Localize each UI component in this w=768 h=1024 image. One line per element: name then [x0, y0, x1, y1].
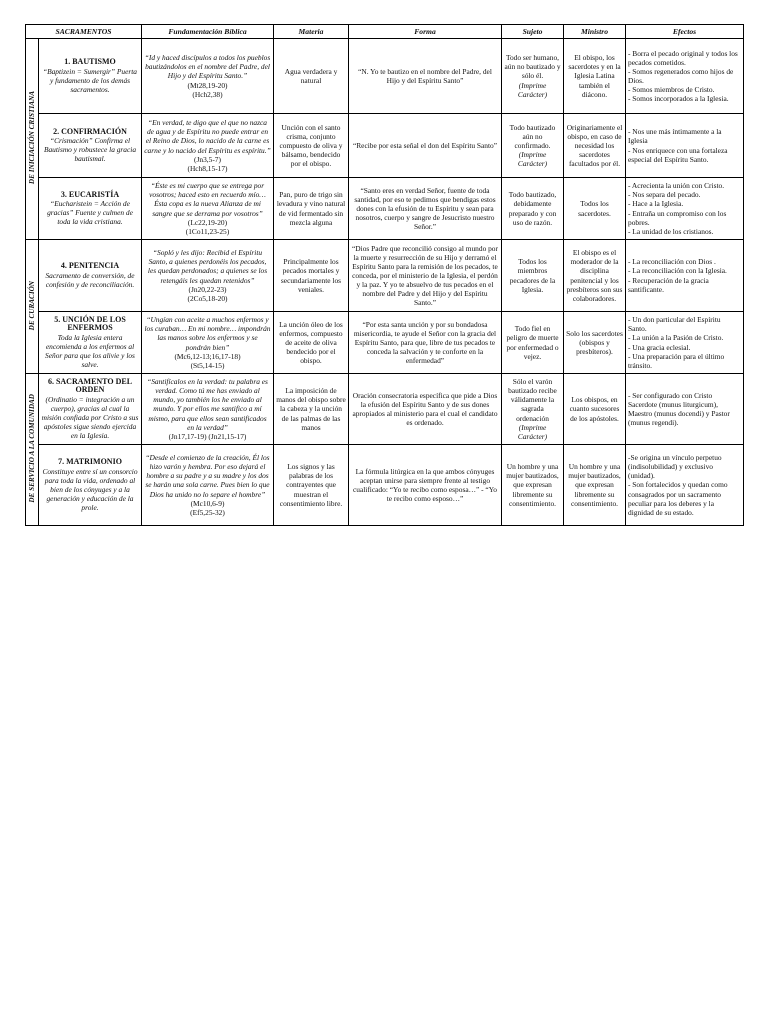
efectos-cell	[626, 240, 744, 312]
sujeto-cell	[502, 312, 564, 374]
efecto-item: - Ser configurado con Cristo Sacerdote (munus liturgicum), Maestro (munus docendi) y Pastor (munus regendi).	[628, 390, 730, 428]
sujeto-note: (Imprime Carácter)	[517, 150, 548, 169]
sujeto-text: Todo bautizado aún no confirmado.	[509, 122, 556, 150]
sacrament-subtitle: (Ordinatio = integración a un cuerpo), gracias al cual la misión confiada por Cristo a sus apóstoles sigue siendo ejercida en la Iglesia.	[41, 395, 139, 441]
efectos-cell	[626, 445, 744, 526]
biblical-reference: (Lc22,19-20)	[187, 217, 228, 227]
biblical-quote: “Id y haced discípulos a todos los pueblos bautizándolos en el nombre del Padre, del Hijo y del Espíritu Santo.”	[144, 53, 271, 81]
materia-cell: La imposición de manos del obispo sobre la cabeza y la unción de las palmas de las manos	[274, 374, 349, 445]
sujeto-note: (Imprime Carácter)	[517, 422, 548, 441]
efecto-item: - Nos separa del pecado.	[628, 190, 701, 200]
efecto-item: -Se origina un vínculo perpetuo (indisolubilidad) y exclusivo (unidad).	[628, 453, 722, 481]
biblical-cell	[142, 374, 274, 445]
biblical-reference: (1Co11,23-25)	[185, 226, 230, 236]
ministro-cell: Originariamente el obispo, en caso de necesidad los sacerdotes facultados por él.	[564, 114, 626, 178]
sacrament-cell	[39, 114, 142, 178]
efectos-cell	[626, 374, 744, 445]
biblical-reference: (Jn20,22-23)	[188, 284, 227, 294]
biblical-reference: (Mc10,6-9)	[190, 498, 225, 508]
table-row	[26, 114, 744, 178]
ministro-cell: El obispo es el moderador de la disciplina penitencial y los presbíteros son sus colaboradores.	[564, 240, 626, 312]
forma-cell: “Recibe por esta señal el don del Espíritu Santo”	[349, 114, 502, 178]
group-label: DE INICIACIÓN CRISTIANA	[28, 91, 36, 185]
efecto-item: - La unidad de los cristianos.	[628, 226, 714, 236]
efecto-item: - Nos une más íntimamente a la Iglesia	[628, 127, 722, 146]
sujeto-note: (Imprime Carácter)	[517, 80, 548, 99]
sacrament-title: 7. MATRIMONIO	[58, 457, 122, 467]
biblical-cell	[142, 312, 274, 374]
ministro-cell: Un hombre y una mujer bautizados, que expresan libremente su consentimiento.	[564, 445, 626, 526]
efectos-cell	[626, 39, 744, 114]
biblical-cell	[142, 114, 274, 178]
header-cell: Fundamentación Bíblica	[142, 25, 274, 39]
forma-cell: “Dios Padre que reconcilió consigo al mundo por la muerte y resurrección de su Hijo y derramó el Espíritu Santo para la remisión de los pecados, te conceda, por el ministerio de la Iglesia, el perdón y la paz. Y yo te absuelvo de tus pecados en el nombre del Padre y del Hijo y del Espíritu Santo.”	[349, 240, 502, 312]
sacrament-subtitle: Toda la Iglesia entera encomienda a los enfermos al Señor para que los alivie y los salve.	[45, 333, 135, 370]
header-cell: Sujeto	[502, 25, 564, 39]
sujeto-cell	[502, 39, 564, 114]
materia-cell: Unción con el santo crisma, conjunto compuesto de oliva y bálsamo, bendecido por el obispo.	[274, 114, 349, 178]
biblical-quote: “En verdad, te digo que el que no nazca de agua y de Espíritu no puede entrar en el Reino de Dios, lo nacido de la carne es carne y lo nacido del Espíritu es espíritu.”	[144, 118, 271, 155]
sujeto-text: Todos los miembros pecadores de la Iglesia.	[509, 257, 556, 294]
header-cell: SACRAMENTOS	[26, 25, 142, 39]
efecto-item: - Son fortalecidos y quedan como consagrados por un sacramento peculiar para los deberes y la dignidad de su estado.	[628, 480, 728, 517]
biblical-reference: (Mc6,12-13;16,17-18)	[174, 351, 241, 361]
sacrament-cell	[39, 445, 142, 526]
efecto-item: - La unión a la Pasión de Cristo.	[628, 333, 724, 343]
group-cell	[26, 374, 39, 526]
biblical-cell	[142, 240, 274, 312]
efecto-item: - Entraña un compromiso con los pobres.	[628, 208, 727, 227]
sacrament-cell	[39, 39, 142, 114]
sacrament-title: 6. SACRAMENTO DEL ORDEN	[47, 376, 133, 395]
group-label: DE CURACIÓN	[28, 280, 36, 331]
sacrament-subtitle: Sacramento de conversión, de confesión y de reconciliación.	[45, 270, 135, 289]
biblical-quote: “Desde el comienzo de la creación, Él los hizo varón y hembra. Por eso dejará el hombre a su padre y a su madre y los dos se harán una sola carne. Pues bien lo que Dios ha unido no lo separe el hombre”	[145, 453, 270, 499]
biblical-reference: (Jn3,5-7)	[194, 154, 221, 164]
sujeto-text: Todo fiel en peligro de muerte por enfermedad o vejez.	[506, 324, 559, 361]
efecto-item: - La reconciliación con Dios .	[628, 257, 716, 267]
ministro-cell: Los obispos, en cuanto sucesores de los apóstoles.	[564, 374, 626, 445]
materia-cell: Los signos y las palabras de los contrayentes que muestran el consentimiento libre.	[274, 445, 349, 526]
ministro-cell: El obispo, los sacerdotes y en la Iglesia Latina también el diácono.	[564, 39, 626, 114]
biblical-reference: (Ef5,25-32)	[190, 507, 225, 517]
header-cell: Ministro	[564, 25, 626, 39]
sacrament-subtitle: Constituye entre sí un consorcio para toda la vida, ordenado al bien de los cónyuges y a la generación y educación de la prole.	[42, 466, 138, 512]
header-cell: Efectos	[626, 25, 744, 39]
forma-cell: “Por esta santa unción y por su bondadosa misericordia, te ayude el Señor con la gracia del Espíritu Santo, para que, libre de tus pecados te conceda la salvación y te conforte en la enfermedad”	[349, 312, 502, 374]
efecto-item: - Un don particular del Espíritu Santo.	[628, 315, 721, 334]
materia-cell: Principalmente los pecados mortales y secundariamente los veniales.	[274, 240, 349, 312]
sujeto-cell	[502, 374, 564, 445]
sacrament-title: 4. PENITENCIA	[60, 261, 120, 271]
header-cell: Forma	[349, 25, 502, 39]
sacraments-table	[25, 24, 744, 526]
efecto-item: - Una preparación para el último tránsito.	[628, 351, 725, 370]
sacrament-subtitle: “Baptizein = Sumergir” Puerta y fundamento de los demás sacramentos.	[42, 66, 138, 94]
sujeto-cell	[502, 240, 564, 312]
efectos-cell	[626, 114, 744, 178]
table-row	[26, 445, 744, 526]
efecto-item: - Recuperación de la gracia santificante.	[628, 275, 709, 294]
sujeto-text: Un hombre y una mujer bautizados, que expresan libremente su consentimiento.	[506, 462, 559, 508]
biblical-quote: “Éste es mi cuerpo que se entrega por vosotros; haced esto en recuerdo mío… Ésta copa es la nueva Alianza de mi sangre que se derrama por vosotros”	[149, 181, 266, 218]
sacrament-subtitle: “Eucharistein = Acción de gracias” Fuente y culmen de toda la vida cristiana.	[47, 199, 133, 227]
biblical-cell	[142, 178, 274, 240]
efecto-item: - Acrecienta la unión con Cristo.	[628, 181, 725, 191]
sacrament-cell	[39, 312, 142, 374]
sacrament-title: 1. BAUTISMO	[64, 57, 116, 67]
group-cell	[26, 240, 39, 374]
biblical-reference: (2Co5,18-20)	[187, 293, 228, 303]
sujeto-cell	[502, 178, 564, 240]
efecto-item: - Somos regenerados como hijos de Dios.	[628, 66, 734, 85]
biblical-reference: (Hch8,15-17)	[187, 163, 228, 173]
sujeto-cell	[502, 445, 564, 526]
efecto-item: - Nos enriquece con una fortaleza especial del Espíritu Santo.	[628, 145, 728, 164]
sacrament-cell	[39, 240, 142, 312]
sujeto-text: Todo bautizado, debidamente preparado y con uso de razón.	[508, 190, 557, 227]
ministro-cell: Todos los sacerdotes.	[564, 178, 626, 240]
efectos-cell	[626, 178, 744, 240]
biblical-quote: “Ungían con aceite a muchos enfermos y los curaban… En mi nombre… impondrán las manos sobre los enfermos y se pondrán bien”	[144, 315, 271, 352]
sujeto-cell	[502, 114, 564, 178]
biblical-cell	[142, 39, 274, 114]
sacrament-title: 5. UNCIÓN DE LOS ENFERMOS	[54, 314, 126, 333]
ministro-cell: Solo los sacerdotes (obispos y presbíteros).	[564, 312, 626, 374]
biblical-reference: (Jn17,17-19) (Jn21,15-17)	[168, 431, 247, 441]
sacrament-subtitle: “Crismación” Confirma el Bautismo y robustece la gracia bautismal.	[43, 136, 137, 164]
sacrament-cell	[39, 374, 142, 445]
efecto-item: - Una gracia eclesial.	[628, 342, 691, 352]
sujeto-text: Sólo el varón bautizado recibe válidamente la sagrada ordenación	[508, 377, 557, 423]
biblical-reference: (St5,14-15)	[190, 360, 225, 370]
materia-cell: Pan, puro de trigo sin levadura y vino natural de vid fermentado sin mezcla alguna	[274, 178, 349, 240]
efectos-cell	[626, 312, 744, 374]
efecto-item: - Somos miembros de Cristo.	[628, 85, 715, 95]
efecto-item: - Somos incorporados a la Iglesia.	[628, 94, 729, 104]
efecto-item: - Borra el pecado original y todos los pecados cometidos.	[628, 48, 738, 67]
biblical-reference: (Hch2,38)	[192, 89, 223, 99]
forma-cell: “N. Yo te bautizo en el nombre del Padre, del Hijo y del Espíritu Santo”	[349, 39, 502, 114]
efecto-item: - La reconciliación con la Iglesia.	[628, 266, 727, 276]
sacrament-cell	[39, 178, 142, 240]
header-cell: Materia	[274, 25, 349, 39]
group-cell	[26, 39, 39, 240]
biblical-quote: “Santifícalos en la verdad: tu palabra es verdad. Como tú me has enviado al mundo, yo también los he enviado al mundo. Y por ellos me santifico a mí mismo, para que ellos sean santificados en la verdad”	[147, 377, 268, 432]
table-row	[26, 312, 744, 374]
efecto-item: - Hace a la Iglesia.	[628, 199, 684, 209]
biblical-reference: (Mt28,19-20)	[187, 80, 228, 90]
materia-cell: La unción óleo de los enfermos, compuesto de aceite de oliva bendecido por el obispo.	[274, 312, 349, 374]
table-row	[26, 240, 744, 312]
biblical-quote: “Sopló y les dijo: Recibid el Espíritu Santo, a quienes perdonéis los pecados, les quedan perdonados; a quienes se los retengáis les quedan retenidos”	[147, 248, 268, 285]
table-row	[26, 39, 744, 114]
materia-cell: Agua verdadera y natural	[274, 39, 349, 114]
table-row	[26, 374, 744, 445]
forma-cell: La fórmula litúrgica en la que ambos cónyuges aceptan unirse para siempre frente al testigo cualificado: “Yo te recibo como esposa…” - “Yo te recibo como esposo…”	[349, 445, 502, 526]
group-label: DE SERVICIO A LA COMUNIDAD	[28, 394, 36, 503]
biblical-cell	[142, 445, 274, 526]
sacrament-title: 3. EUCARISTÍA	[60, 189, 120, 199]
header-row	[26, 25, 744, 39]
forma-cell: “Santo eres en verdad Señor, fuente de toda santidad, por eso te pedimos que bendigas estos dones con la efusión de tu Espíritu y sean para nosotros, cuerpo y sangre de Jesucristo nuestro Señor.”	[349, 178, 502, 240]
forma-cell: Oración consecratoria específica que pide a Dios la efusión del Espíritu Santo y de sus dones apropiados al ministerio para el cual el candidato es ordenado.	[349, 374, 502, 445]
sacrament-title: 2. CONFIRMACIÓN	[53, 126, 127, 136]
table-row	[26, 178, 744, 240]
sujeto-text: Todo ser humano, aún no bautizado y sólo él.	[504, 53, 561, 81]
